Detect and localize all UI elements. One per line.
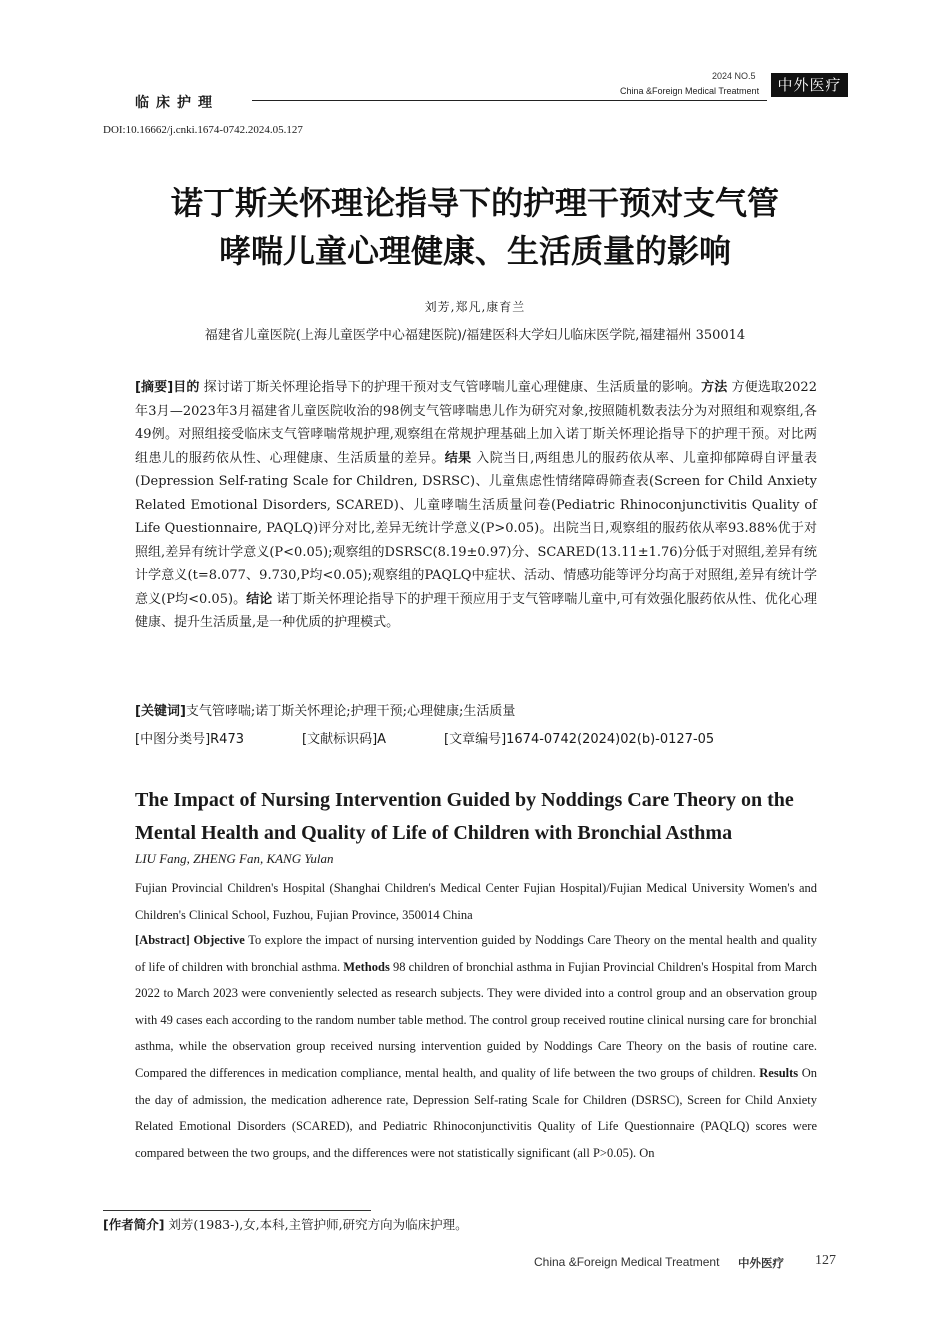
- conclusion-label: 结论: [246, 591, 273, 607]
- abstract-en: [135, 927, 817, 1166]
- results-en-text: On the day of admission, the medication adherence rate, Depression Self-rating Scale for Children (DSRSC), Screen for Child Anxiety Related Emotional Disorders (SCARED), and Pediatric Rhinoconjunctivitis Quality of Life Questionnaire (PAQLQ) scores were compared between the two groups, and the differences were not statistically significant (all P>0.05). On: [135, 1065, 818, 1160]
- affiliation-en: Fujian Provincial Children's Hospital (Shanghai Children's Medical Center Fujian Hospital)/Fujian Medical University Women's and Children's Clinical School, Fuzhou, Fujian Province, 350014 China: [135, 881, 817, 922]
- keywords: [135, 700, 515, 719]
- footnote-rule: [103, 1210, 371, 1211]
- methods-en-text: 98 children of bronchial asthma in Fujian Provincial Children's Hospital from March 2022 to March 2023 were conveniently selected as research subjects. They were divided into a control group and an observation group with 49 cases each according to the random number table method. The control group received routine clinical nursing care for bronchial asthma, while the observation group received nursing intervention guided by Noddings Care Theory on the basis of routine care. Compared the differences in medication compliance, mental health, and quality of life between the two groups of children.: [135, 959, 818, 1080]
- methods-label: 方法: [701, 380, 728, 395]
- abstract-label: [摘要]: [135, 380, 174, 395]
- author-bio-label: [作者简介]: [103, 1217, 165, 1232]
- header-rule: [252, 100, 767, 101]
- objective-text: 探讨诺丁斯关怀理论指导下的护理干预对支气管哮喘儿童心理健康、生活质量的影响。: [203, 380, 702, 395]
- footer-journal-en: China &Foreign Medical Treatment: [534, 1255, 720, 1269]
- abstract-en-label: [Abstract]: [135, 933, 190, 947]
- results-text: 入院当日,两组患儿的服药依从率、儿童抑郁障碍自评量表(Depression Self-rating Scale for Children, DSRSC)、儿童焦虑性情绪障碍筛查表(Screen for Child Anxiety Related Emotional Disorders, SCARED)、儿童哮喘生活质量问卷(Pediatric Rhinoconjunctivitis Quality of Life Questionnaire, PAQLQ)评分对比,差异无统计学意义(P>0.05)。出院当日,观察组的服药依从率93.88%优于对照组,差异有统计学意义(P<0.05);观察组的DSRSC(8.19±0.97)分、SCARED(13.11±1.76)分低于对照组,差异有统计学意义(t=8.077、9.730,P均<0.05);观察组的PAQLQ中症状、活动、情感功能等评分均高于对照组,差异有统计学意义(P均<0.05)。: [135, 450, 817, 607]
- author-bio: [103, 1215, 468, 1233]
- author-bio-text: 刘芳(1983-),女,本科,主管护师,研究方向为临床护理。: [168, 1217, 468, 1232]
- journal-logo-cn: 中外医疗: [771, 73, 848, 97]
- keywords-text: 支气管哮喘;诺丁斯关怀理论;护理干预;心理健康;生活质量: [185, 704, 516, 719]
- section-label: 临床护理: [135, 95, 219, 111]
- keywords-label: [关键词]: [135, 704, 186, 719]
- objective-en-label: Objective: [193, 933, 245, 947]
- objective-label: 目的: [173, 380, 200, 395]
- article-number: [文章编号]1674-0742(2024)02(b)-0127-05: [444, 732, 715, 747]
- journal-name-en: China &Foreign Medical Treatment: [620, 86, 760, 96]
- results-label: 结果: [444, 450, 472, 466]
- clc-number: [中图分类号]R473: [135, 732, 244, 747]
- title-en: The Impact of Nursing Intervention Guided by Noddings Care Theory on the Mental Health and Quality of Life of Children with Bronchial Asthma: [135, 789, 794, 844]
- title-line-2: 哮喘儿童心理健康、生活质量的影响: [218, 232, 731, 270]
- conclusion-text: 诺丁斯关怀理论指导下的护理干预应用于支气管哮喘儿童中,可有效强化服药依从性、优化心理健康、提升生活质量,是一种优质的护理模式。: [135, 591, 817, 630]
- results-en-label: Results: [759, 1065, 799, 1080]
- footer-journal-cn: 中外医疗: [738, 1256, 784, 1270]
- document-code: [文献标识码]A: [302, 732, 387, 747]
- authors: 刘芳,郑凡,康育兰: [424, 300, 526, 314]
- page-number: 127: [815, 1253, 836, 1268]
- title-line-1: 诺丁斯关怀理论指导下的护理干预对支气管: [170, 184, 779, 222]
- abstract-cn: [135, 376, 817, 635]
- objective-en-text: To explore the impact of nursing intervention guided by Noddings Care Theory on the mental health and quality of life of children with bronchial asthma.: [135, 933, 817, 974]
- year-issue: 2024 NO.5: [712, 71, 756, 81]
- methods-text: 方便选取2022年3月—2023年3月福建省儿童医院收治的98例支气管哮喘患儿作为研究对象,按照随机数表法分为对照组和观察组,各49例。对照组接受临床支气管哮喘常规护理,观察组在常规护理基础上加入诺丁斯关怀理论指导下的护理干预。对比两组患儿的服药依从性、心理健康、生活质量的差异。: [135, 380, 817, 466]
- doi: DOI:10.16662/j.cnki.1674-0742.2024.05.127: [103, 124, 303, 136]
- authors-en: LIU Fang, ZHENG Fan, KANG Yulan: [135, 851, 334, 866]
- methods-en-label: Methods: [343, 959, 390, 974]
- affiliation: 福建省儿童医院(上海儿童医学中心福建医院)/福建医科大学妇儿临床医学院,福建福州 350014: [204, 328, 746, 343]
